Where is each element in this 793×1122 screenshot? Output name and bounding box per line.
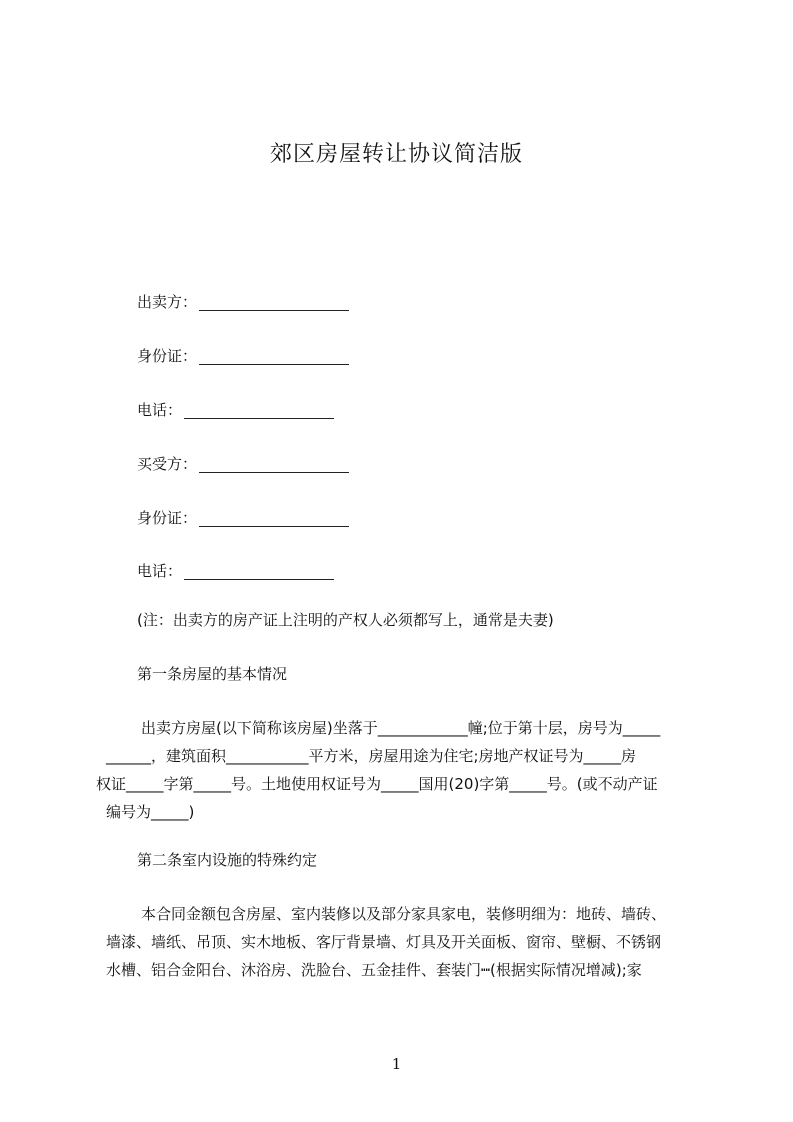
seller-id-blank (199, 348, 349, 365)
buyer-id-label: 身份证： (137, 509, 198, 527)
buyer-phone-blank (184, 563, 334, 580)
article-2-line: 墙漆、墙纸、吊顶、实木地板、客厅背景墙、灯具及开关面板、窗帘、壁橱、不锈钢 (106, 933, 662, 951)
seller-phone-blank (184, 402, 334, 419)
article-1-line: 权证_____字第_____号。土地使用权证号为_____国用(20)字第_____号。(或不动产证 (96, 775, 658, 793)
owner-note: (注：出卖方的房产证上注明的产权人必须都写上，通常是夫妻) (137, 611, 554, 629)
seller-id-field (137, 344, 349, 368)
seller-id-label: 身份证： (137, 347, 198, 365)
buyer-name-blank (199, 456, 349, 473)
page-number: 1 (391, 1055, 402, 1073)
article-1-line: 出卖方房屋(以下简称该房屋)坐落于____________幢;位于第十层，房号为_____ (141, 719, 661, 737)
buyer-name-label: 买受方： (137, 455, 198, 473)
article-2-line: 本合同金额包含房屋、室内装修以及部分家具家电，装修明细为：地砖、墙砖、 (141, 905, 667, 923)
buyer-phone-label: 电话： (137, 562, 183, 580)
article-2-line: 水槽、铝合金阳台、沐浴房、洗脸台、五金挂件、套装门┉(根据实际情况增减);家 (106, 961, 642, 979)
buyer-id-blank (199, 510, 349, 527)
buyer-id-field (137, 506, 349, 530)
article-2-body (0, 900, 697, 984)
document-title: 郊区房屋转让协议简洁版 (269, 142, 523, 167)
article-1-heading: 第一条房屋的基本情况 (137, 665, 288, 683)
article-1-body (0, 714, 697, 826)
article-1-line: 编号为_____) (106, 803, 195, 821)
seller-name-field (137, 290, 349, 314)
seller-name-label: 出卖方： (137, 293, 198, 311)
article-2-heading: 第二条室内设施的特殊约定 (137, 851, 318, 869)
buyer-phone-field (137, 559, 334, 583)
seller-phone-field (137, 398, 334, 422)
seller-phone-label: 电话： (137, 401, 183, 419)
article-1-line: ______，建筑面积___________平方米，房屋用途为住宅;房地产权证号为_____房 (106, 747, 637, 765)
seller-name-blank (199, 294, 349, 311)
buyer-name-field (137, 452, 349, 476)
